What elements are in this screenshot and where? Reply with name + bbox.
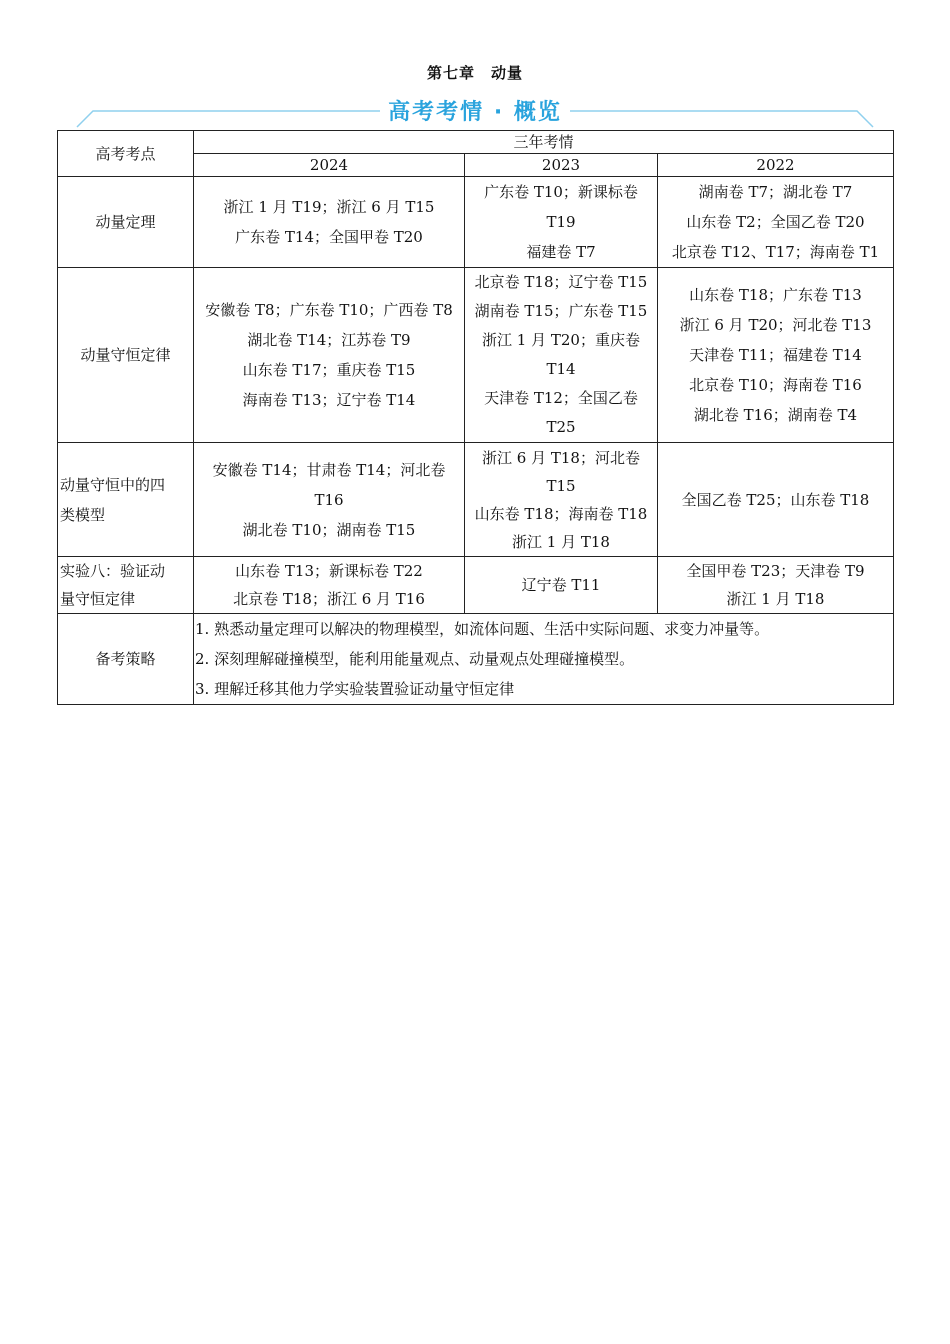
cell-2022	[658, 177, 894, 268]
topic-cell	[58, 177, 194, 268]
exam-entry: 北京卷 T12、T17；海南卷 T1	[671, 243, 880, 261]
year-2023-header	[465, 154, 658, 177]
year-label: 2024	[309, 156, 349, 174]
cell-2024	[194, 177, 465, 268]
topic-label: 类模型	[60, 505, 106, 524]
header-span-label: 三年考情	[513, 133, 574, 151]
strategy-content-cell	[194, 614, 894, 705]
exam-entry: 安徽卷 T8；广东卷 T10；广西卷 T8	[205, 301, 453, 319]
exam-entry: 广东卷 T10；新课标卷	[484, 183, 638, 201]
cell-2024	[194, 443, 465, 557]
exam-entry: 浙江 1 月 T20；重庆卷	[482, 331, 640, 349]
year-label: 2023	[541, 156, 581, 174]
section-banner	[75, 94, 875, 130]
header-topic-label: 高考考点	[95, 144, 156, 163]
exam-overview-table	[57, 130, 894, 705]
exam-entry: T15	[546, 476, 576, 495]
exam-entry: 浙江 6 月 T18；河北卷	[482, 448, 640, 467]
header-row	[58, 131, 894, 154]
topic-cell	[58, 268, 194, 443]
topic-label: 量守恒定律	[60, 590, 136, 608]
cell-2022	[658, 268, 894, 443]
exam-entry: 安徽卷 T14；甘肃卷 T14；河北卷	[212, 460, 446, 479]
cell-2024	[194, 268, 465, 443]
topic-cell	[58, 557, 194, 614]
table-row	[58, 557, 894, 614]
topic-label: 动量守恒定律	[80, 346, 171, 364]
topic-label: 动量定理	[95, 213, 156, 231]
strategy-label: 备考策略	[95, 650, 156, 668]
exam-entry: 山东卷 T17；重庆卷 T15	[242, 361, 416, 379]
exam-entry: 北京卷 T10；海南卷 T16	[689, 376, 862, 394]
exam-entry: 海南卷 T13；辽宁卷 T14	[242, 391, 416, 409]
exam-entry: 天津卷 T12；全国乙卷	[484, 389, 638, 407]
exam-entry: 福建卷 T7	[526, 243, 596, 261]
exam-entry: 全国甲卷 T23；天津卷 T9	[686, 562, 865, 580]
exam-entry: 全国乙卷 T25；山东卷 T18	[681, 490, 870, 509]
year-2024-header	[194, 154, 465, 177]
banner-title: 高考考情 · 概览	[388, 100, 562, 125]
exam-entry: 山东卷 T18；海南卷 T18	[474, 504, 648, 523]
year-label: 2022	[756, 156, 795, 174]
exam-entry: 湖北卷 T16；湖南卷 T4	[693, 406, 858, 424]
exam-entry: 北京卷 T18；辽宁卷 T15	[474, 273, 648, 291]
strategy-row	[58, 614, 894, 705]
header-span-cell	[194, 131, 894, 154]
exam-entry: 山东卷 T18；广东卷 T13	[689, 286, 862, 304]
topic-label: 实验八：验证动	[60, 562, 166, 580]
strategy-item: 2. 深刻理解碰撞模型，能利用能量观点、动量观点处理碰撞模型。	[195, 650, 635, 668]
exam-entry: 湖南卷 T15；广东卷 T15	[474, 302, 648, 320]
exam-entry: 湖北卷 T14；江苏卷 T9	[247, 331, 411, 349]
exam-entry: 浙江 1 月 T18	[726, 590, 825, 608]
year-2022-header	[658, 154, 894, 177]
cell-2023	[465, 177, 658, 268]
exam-entry: 湖北卷 T10；湖南卷 T15	[242, 520, 416, 539]
strategy-label-cell	[58, 614, 194, 705]
exam-entry: 山东卷 T2；全国乙卷 T20	[686, 213, 865, 231]
chapter-title: 第七章 动量	[426, 64, 523, 82]
cell-2023	[465, 268, 658, 443]
cell-2022	[658, 443, 894, 557]
cell-2023	[465, 557, 658, 614]
strategy-item: 1. 熟悉动量定理可以解决的物理模型，如流体问题、生活中实际问题、求变力冲量等。	[195, 620, 770, 638]
exam-entry: T25	[546, 418, 576, 436]
exam-entry: 浙江 1 月 T19；浙江 6 月 T15	[223, 198, 435, 216]
exam-entry: T14	[546, 360, 576, 378]
exam-entry: 北京卷 T18；浙江 6 月 T16	[233, 590, 425, 608]
table-row	[58, 268, 894, 443]
cell-2024	[194, 557, 465, 614]
cell-2022	[658, 557, 894, 614]
exam-entry: 浙江 6 月 T20；河北卷 T13	[679, 316, 872, 334]
topic-label: 动量守恒中的四	[60, 475, 166, 494]
table-row	[58, 177, 894, 268]
exam-entry: 天津卷 T11；福建卷 T14	[689, 346, 862, 364]
topic-cell	[58, 443, 194, 557]
exam-entry: 广东卷 T14；全国甲卷 T20	[235, 228, 423, 246]
exam-entry: 辽宁卷 T11	[521, 576, 601, 594]
exam-entry: 浙江 1 月 T18	[512, 532, 610, 551]
exam-entry: 湖南卷 T7；湖北卷 T7	[698, 183, 853, 201]
strategy-item: 3. 理解迁移其他力学实验装置验证动量守恒定律	[195, 680, 515, 698]
exam-entry: T16	[314, 490, 344, 509]
exam-entry: T19	[546, 213, 576, 231]
header-topic-cell	[58, 131, 194, 177]
exam-entry: 山东卷 T13；新课标卷 T22	[235, 562, 423, 580]
cell-2023	[465, 443, 658, 557]
table-row	[58, 443, 894, 557]
